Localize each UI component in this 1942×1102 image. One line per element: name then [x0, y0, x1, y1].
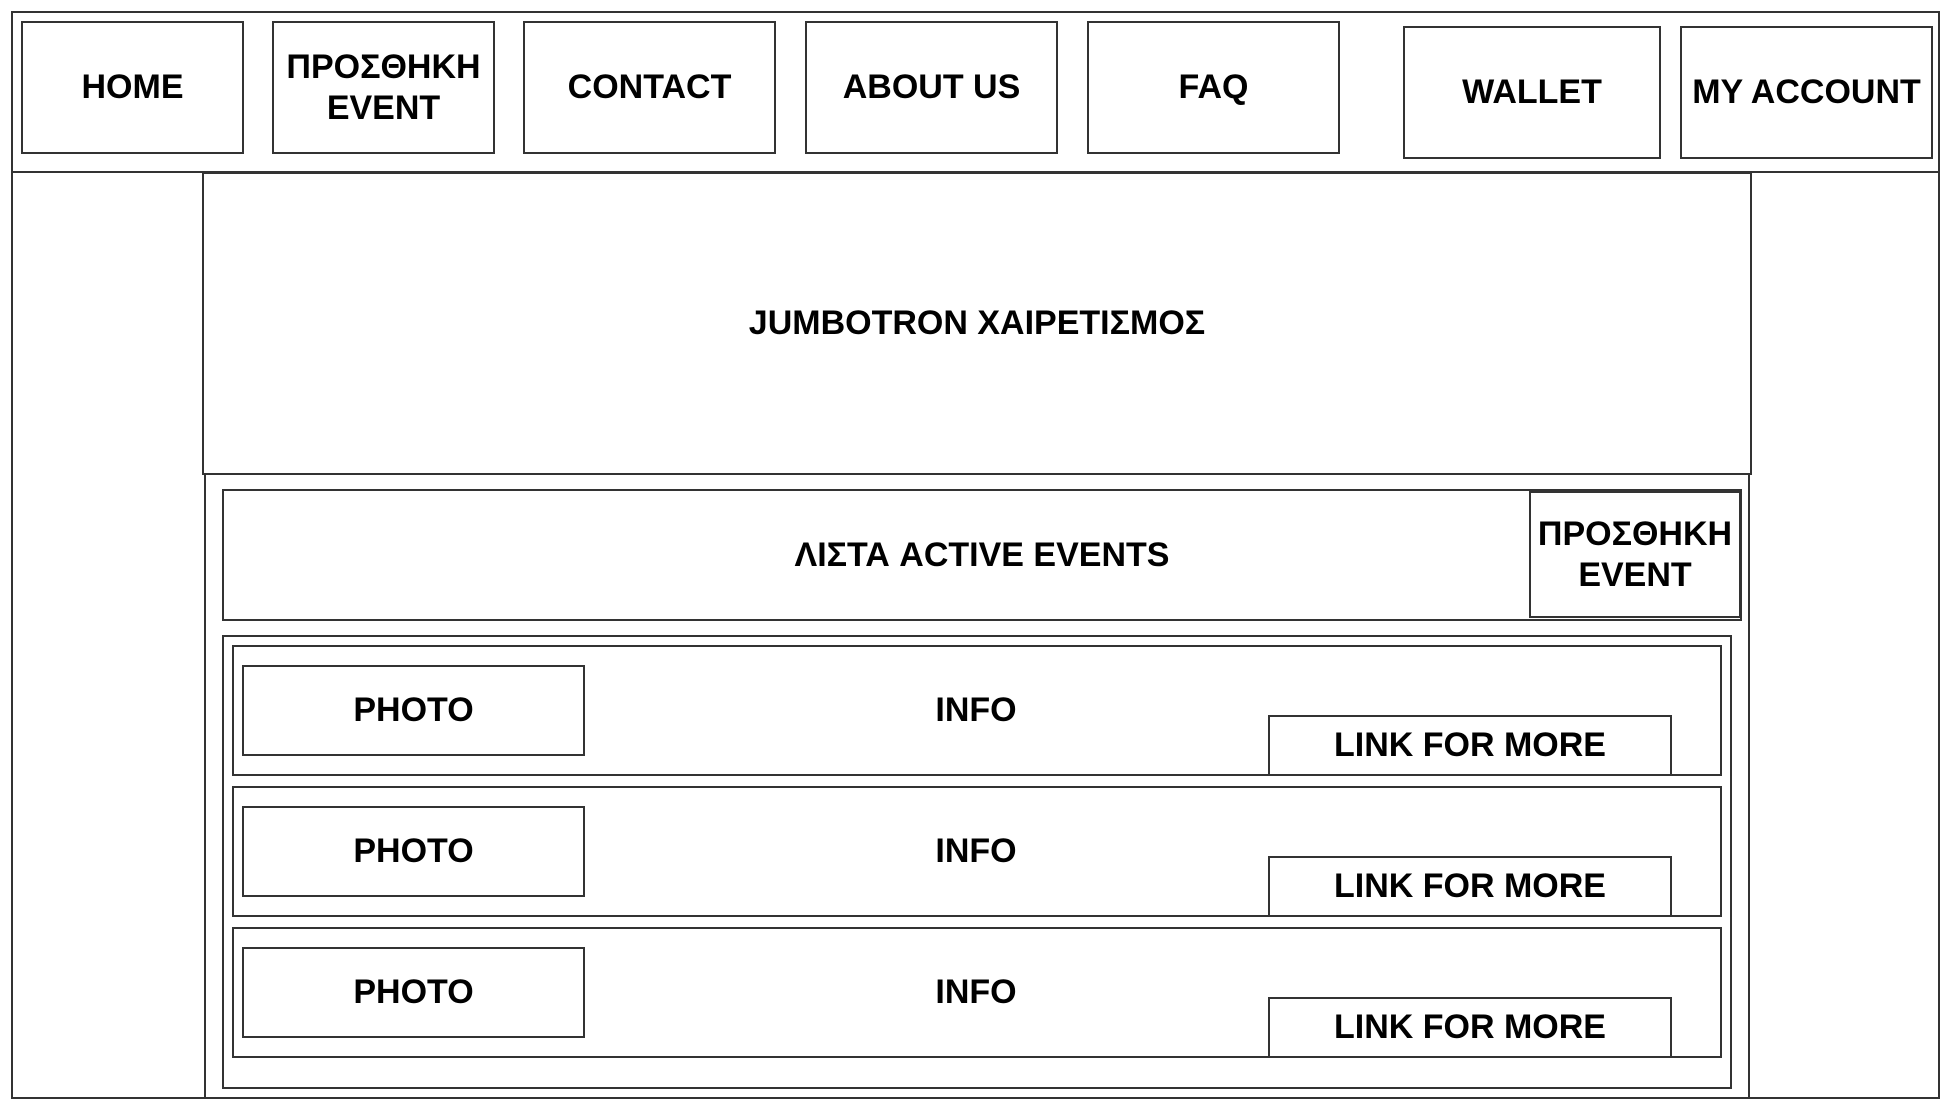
nav-faq-label: FAQ: [1178, 68, 1249, 107]
event-photo-label: PHOTO: [353, 691, 474, 729]
event-link-label: LINK FOR MORE: [1334, 726, 1606, 764]
event-photo-label: PHOTO: [353, 832, 474, 870]
nav-home-button[interactable]: [21, 21, 244, 154]
nav-wallet-label: WALLET: [1462, 73, 1602, 112]
add-event-button[interactable]: [1529, 491, 1741, 618]
event-link-label: LINK FOR MORE: [1334, 1008, 1606, 1046]
nav-add-event-button[interactable]: [272, 21, 495, 154]
event-info: INFO: [935, 832, 1017, 870]
nav-wallet-button[interactable]: [1403, 26, 1661, 159]
nav-contact-button[interactable]: [523, 21, 776, 154]
nav-about-us-button[interactable]: [805, 21, 1058, 154]
nav-my-account-label: MY ACCOUNT: [1692, 73, 1921, 112]
event-photo-label: PHOTO: [353, 973, 474, 1011]
event-info: INFO: [935, 691, 1017, 729]
jumbotron-text: JUMBOTRON ΧΑΙΡΕΤΙΣΜΟΣ: [748, 304, 1206, 343]
nav-contact-label: CONTACT: [567, 68, 732, 107]
add-event-button-label: ΠΡΟΣΘΗΚΗ EVENT: [1537, 515, 1733, 594]
nav-my-account-button[interactable]: [1680, 26, 1933, 159]
nav-add-event-label: ΠΡΟΣΘΗΚΗ EVENT: [286, 48, 481, 127]
events-header-title: ΛΙΣΤΑ ACTIVE EVENTS: [794, 535, 1170, 574]
event-info: INFO: [935, 973, 1017, 1011]
nav-about-us-label: ABOUT US: [842, 68, 1021, 107]
nav-home-label: HOME: [81, 68, 184, 107]
event-link-label: LINK FOR MORE: [1334, 867, 1606, 905]
nav-faq-button[interactable]: [1087, 21, 1340, 154]
